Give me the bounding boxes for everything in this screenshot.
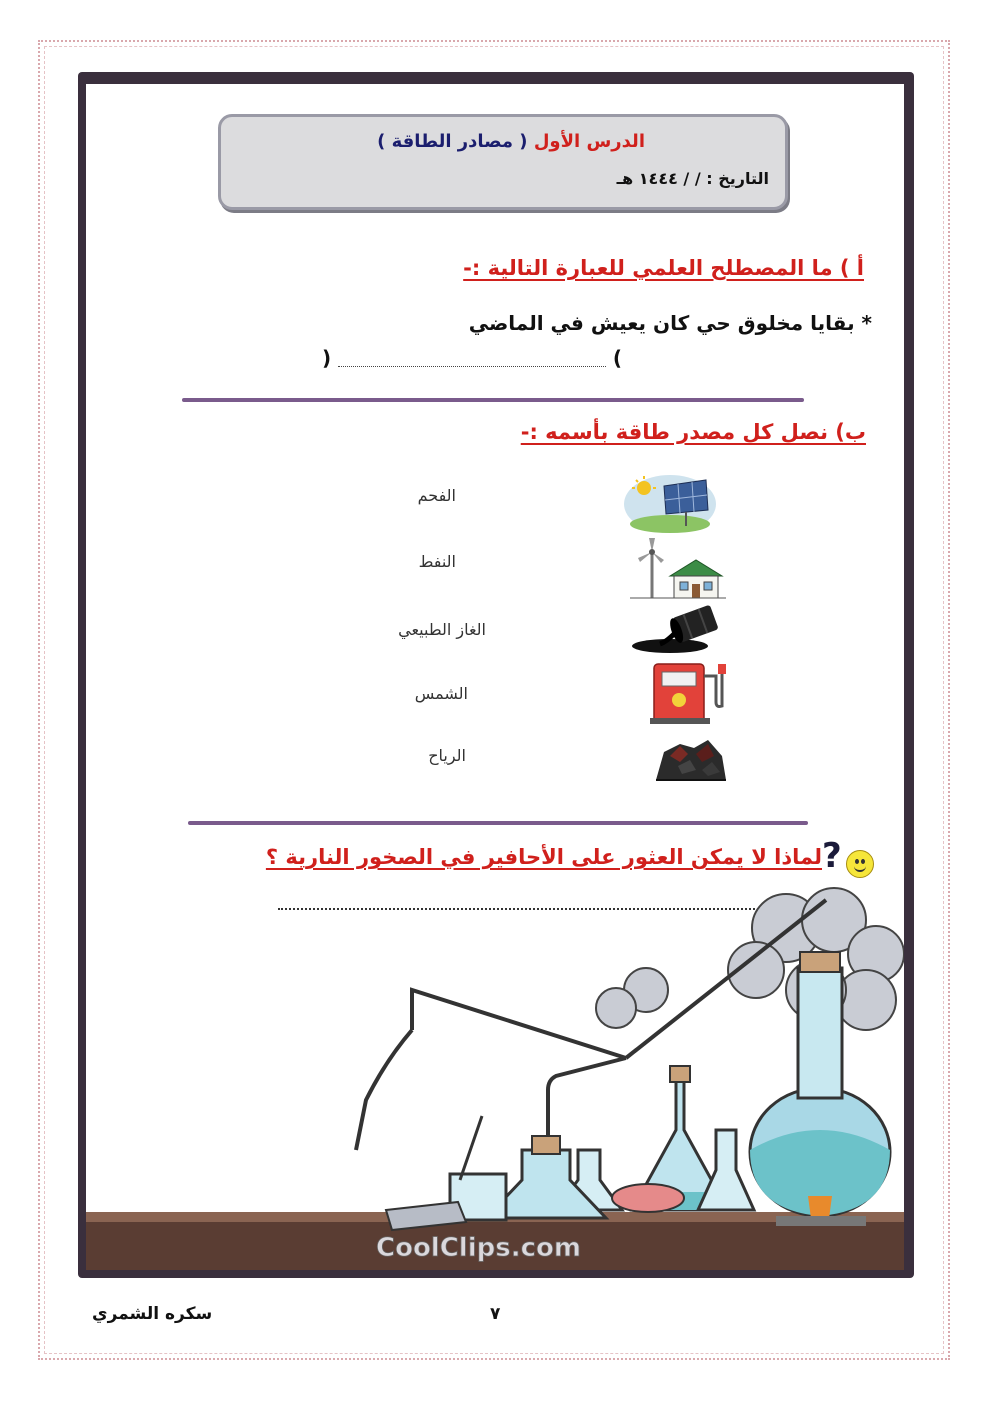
energy-name-oil[interactable]: النفط — [418, 552, 456, 571]
open-paren: ( — [612, 346, 622, 370]
lesson-topic: ( مصادر الطاقة ) — [377, 131, 528, 152]
oil-barrel-icon[interactable] — [630, 604, 726, 654]
question-a-answer-blank[interactable] — [322, 346, 622, 374]
question-mark-icon: ? — [822, 836, 842, 876]
energy-name-wind[interactable]: الرياح — [428, 746, 466, 765]
lesson-title — [377, 131, 645, 152]
section-divider — [182, 398, 804, 402]
solar-panel-icon[interactable] — [622, 472, 718, 534]
author-name: سكره الشمري — [92, 1304, 213, 1324]
wind-turbine-house-icon[interactable] — [630, 538, 726, 600]
question-c-title: لماذا لا يمكن العثور على الأحافير في الصخور النارية ؟ — [265, 845, 822, 869]
lesson-header — [218, 114, 788, 210]
lab-glassware-illustration — [86, 880, 904, 1270]
watermark-text: CoolClips.com — [376, 1233, 581, 1263]
energy-name-natural-gas[interactable]: الغاز الطبيعي — [398, 620, 486, 639]
section-divider-2 — [188, 821, 808, 825]
question-a-title: أ ) ما المصطلح العلمي للعبارة التالية :- — [463, 256, 864, 280]
date-line: التاريخ : / / ١٤٤٤ هـ — [616, 169, 769, 188]
lesson-label: الدرس الأول — [533, 131, 645, 152]
coal-icon[interactable] — [650, 726, 730, 784]
question-b-title: ب) نصل كل مصدر طاقة بأسمه :- — [520, 420, 866, 444]
energy-name-sun[interactable]: الشمس — [414, 684, 468, 703]
page-number: ٧ — [490, 1304, 501, 1324]
question-a-statement: * بقايا مخلوق حي كان يعيش في الماضي — [468, 311, 872, 335]
gas-pump-icon[interactable] — [650, 660, 730, 724]
close-paren: ) — [322, 346, 332, 370]
smiley-icon — [846, 850, 874, 878]
energy-name-coal[interactable]: الفحم — [417, 486, 456, 505]
answer-dotted-line — [338, 366, 606, 367]
